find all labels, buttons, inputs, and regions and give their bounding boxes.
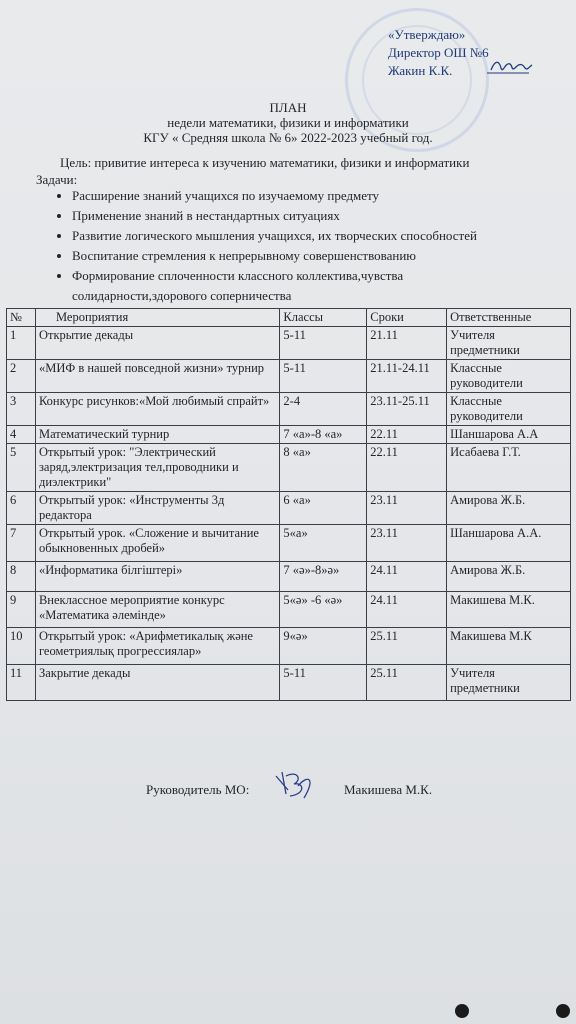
cell-responsible: Учителя предметники <box>447 327 571 360</box>
cell-event: Внеклассное мероприятие конкурс «Математика әлемінде» <box>35 592 279 628</box>
cell-event: Конкурс рисунков:«Мой любимый спрайт» <box>35 393 279 426</box>
cell-responsible: Макишева М.К. <box>447 592 571 628</box>
table-body <box>7 327 571 701</box>
cell-number: 11 <box>7 665 36 701</box>
director-signature <box>485 56 533 78</box>
cell-classes: 5-11 <box>280 360 367 393</box>
cell-responsible: Учителя предметники <box>447 665 571 701</box>
cell-classes: 2-4 <box>280 393 367 426</box>
column-header-responsible: Ответственные <box>447 309 571 327</box>
cell-classes: 5-11 <box>280 665 367 701</box>
cell-dates: 21.11 <box>367 327 447 360</box>
task-item: • Развитие логического мышления учащихся, их творческих способностей <box>72 226 477 246</box>
cell-dates: 24.11 <box>367 562 447 592</box>
cell-event: Открытие декады <box>35 327 279 360</box>
goal-text: Цель: привитие интереса к изучению математики, физики и информатики <box>60 155 470 170</box>
cell-classes: 9«ә» <box>280 628 367 665</box>
cell-classes: 8 «а» <box>280 444 367 492</box>
cell-event: «Информатика білгіштері» <box>35 562 279 592</box>
table-row <box>7 393 571 426</box>
cell-number: 9 <box>7 592 36 628</box>
approval-position: Директор ОШ №6 <box>388 45 489 60</box>
cell-responsible: Шаншарова А.А. <box>447 525 571 562</box>
column-header-dates: Сроки <box>367 309 447 327</box>
cell-dates: 23.11 <box>367 492 447 525</box>
table-row <box>7 628 571 665</box>
cell-dates: 21.11-24.11 <box>367 360 447 393</box>
cell-dates: 24.11 <box>367 592 447 628</box>
column-header-number: № <box>7 309 36 327</box>
cell-responsible: Классные руководители <box>447 393 571 426</box>
cell-dates: 25.11 <box>367 628 447 665</box>
table-row <box>7 592 571 628</box>
cell-number: 6 <box>7 492 36 525</box>
cell-number: 7 <box>7 525 36 562</box>
table-row <box>7 327 571 360</box>
table-row <box>7 525 571 562</box>
cell-number: 8 <box>7 562 36 592</box>
head-signature <box>268 768 323 802</box>
cell-event: Открытый урок: «Арифметикалық және геометриялық прогрессиялар» <box>35 628 279 665</box>
table-header-row <box>7 309 571 327</box>
cell-event: Открытый урок: "Электрический заряд,электризация тел,проводники и диэлектрики" <box>35 444 279 492</box>
cell-dates: 25.11 <box>367 665 447 701</box>
cell-classes: 7 «а»-8 «а» <box>280 426 367 444</box>
approval-block <box>388 26 489 80</box>
cell-event: Математический турнир <box>35 426 279 444</box>
cell-responsible: Макишева М.К <box>447 628 571 665</box>
cell-number: 10 <box>7 628 36 665</box>
table-row <box>7 426 571 444</box>
cell-classes: 5«ә» -6 «ә» <box>280 592 367 628</box>
cell-dates: 22.11 <box>367 444 447 492</box>
task-item: • Расширение знаний учащихся по изучаемому предмету <box>72 186 477 206</box>
cell-number: 5 <box>7 444 36 492</box>
column-header-event: Мероприятия <box>35 309 279 327</box>
task-item: • Применение знаний в нестандартных ситуациях <box>72 206 477 226</box>
page-subtitle: недели математики, физики и информатики <box>167 115 409 130</box>
cell-responsible: Амирова Ж.Б. <box>447 492 571 525</box>
table-row <box>7 492 571 525</box>
binder-hole <box>556 1004 570 1018</box>
cell-event: «МИФ в нашей повседной жизни» турнир <box>35 360 279 393</box>
task-item-continued: солидарности,здорового соперничества <box>72 288 292 303</box>
tasks-label: Задачи: <box>36 172 78 187</box>
cell-responsible: Классные руководители <box>447 360 571 393</box>
approval-heading: «Утверждаю» <box>388 27 466 42</box>
cell-responsible: Амирова Ж.Б. <box>447 562 571 592</box>
cell-dates: 23.11-25.11 <box>367 393 447 426</box>
cell-number: 3 <box>7 393 36 426</box>
events-table <box>6 308 571 701</box>
cell-classes: 7 «ә»-8»ә» <box>280 562 367 592</box>
cell-number: 4 <box>7 426 36 444</box>
cell-classes: 6 «а» <box>280 492 367 525</box>
cell-dates: 23.11 <box>367 525 447 562</box>
cell-number: 1 <box>7 327 36 360</box>
footer-role: Руководитель МО: <box>146 782 250 797</box>
cell-classes: 5-11 <box>280 327 367 360</box>
cell-responsible: Шаншарова А.А <box>447 426 571 444</box>
task-item: • Формирование сплоченности классного коллектива,чувства <box>72 266 477 286</box>
task-item: • Воспитание стремления к непрерывному совершенствованию <box>72 246 477 266</box>
cell-event: Закрытие декады <box>35 665 279 701</box>
table-row <box>7 562 571 592</box>
table-row <box>7 360 571 393</box>
cell-number: 2 <box>7 360 36 393</box>
table-row <box>7 665 571 701</box>
page-title: ПЛАН <box>269 100 307 115</box>
column-header-classes: Классы <box>280 309 367 327</box>
school-line: КГУ « Средняя школа № 6» 2022-2023 учебный год. <box>143 130 433 145</box>
binder-hole <box>455 1004 469 1018</box>
cell-responsible: Исабаева Г.Т. <box>447 444 571 492</box>
tasks-list <box>50 186 477 306</box>
cell-event: Открытый урок. «Сложение и вычитание обыкновенных дробей» <box>35 525 279 562</box>
cell-event: Открытый урок: «Инструменты 3д редактора <box>35 492 279 525</box>
table-row <box>7 444 571 492</box>
cell-classes: 5«а» <box>280 525 367 562</box>
footer-name: Макишева М.К. <box>344 782 433 797</box>
cell-dates: 22.11 <box>367 426 447 444</box>
approval-name: Жакин К.К. <box>388 63 453 78</box>
